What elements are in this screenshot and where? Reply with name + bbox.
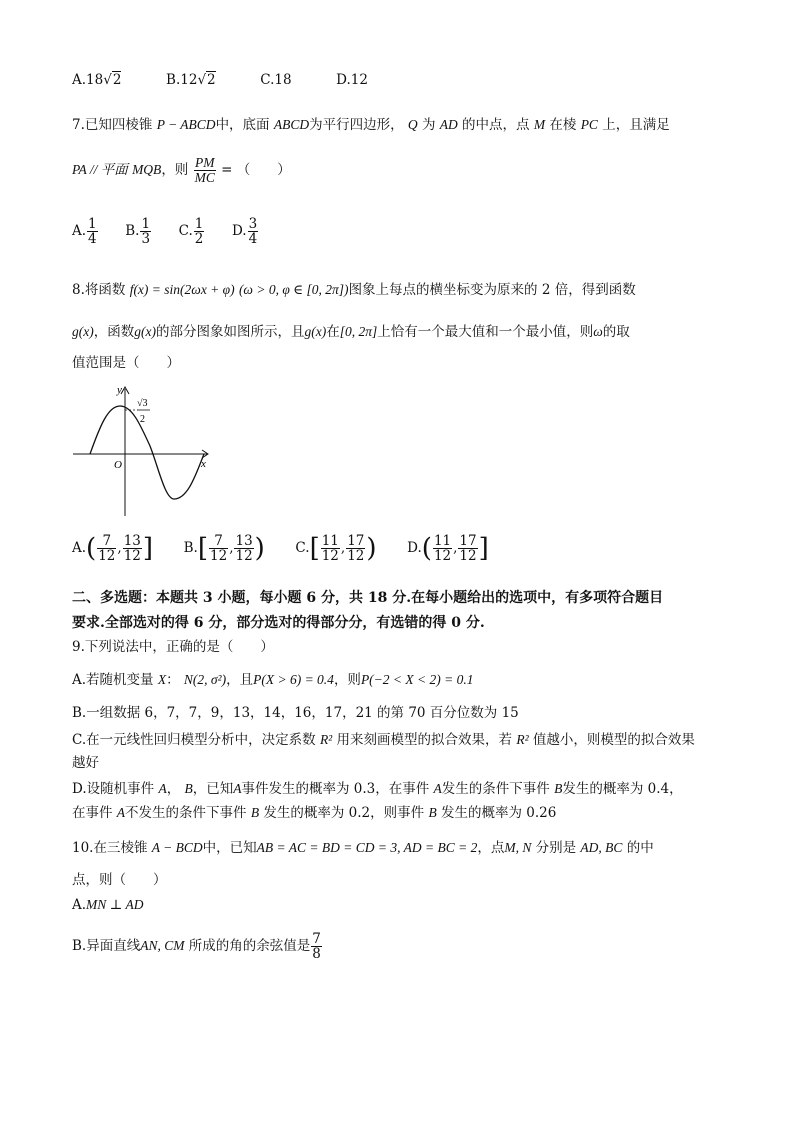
q7-option-fraction	[87, 217, 98, 246]
q7-option-fraction	[248, 217, 259, 246]
q8-math: f(x) = sin(2ωx + φ)	[129, 282, 235, 297]
q8-option-frac1	[321, 534, 340, 563]
q8-num: 17	[459, 533, 477, 549]
q7-option-den: 4	[248, 231, 258, 248]
q8-option-label: D.	[407, 540, 422, 557]
q8-text: 的取	[602, 324, 630, 340]
q7-option-b	[125, 217, 152, 246]
q10-math: MN ⊥ AD	[86, 897, 144, 912]
q8-den: 12	[433, 548, 452, 565]
q8-text: 上恰有一个最大值和一个最小值，则	[377, 324, 594, 340]
q8-den: 12	[235, 548, 253, 565]
q9-math: N(2, σ²)	[183, 672, 227, 687]
q8-option-frac2	[123, 534, 142, 563]
q9-text: 值越小，则模型的拟合效果	[532, 732, 695, 748]
q6-option-d: D.12	[336, 72, 368, 88]
q7-line1	[72, 118, 670, 133]
q7-math: MQB	[132, 162, 162, 178]
q10-math: A − BCD	[151, 840, 203, 855]
q9-stem: 9.下列说法中，正确的是（ ）	[72, 639, 274, 655]
q7-math: ABCD	[273, 117, 310, 132]
q8-den: 12	[123, 548, 141, 565]
q9-option-d-line2	[72, 806, 556, 821]
q8-option-frac1	[97, 534, 116, 563]
q7-math: PA // 平面	[72, 162, 128, 178]
q8-option-d: D.( $\frac{11}{12}$ , $\frac{17}{12}$ ]	[407, 533, 489, 565]
q9-text: A.若随机变量	[72, 672, 154, 688]
q8-option-frac1	[433, 534, 452, 563]
q7-text: 为平行四边形，	[309, 117, 404, 133]
q8-option-label: C.	[295, 540, 310, 557]
q8-math: g(x)	[134, 324, 156, 339]
q8-option-frac2	[234, 534, 253, 563]
sqrt-icon: √	[197, 72, 207, 88]
q9-math: B	[554, 781, 563, 796]
q8-num: 11	[433, 533, 452, 549]
q9-text: C.在一元线性回归模型分析中，决定系数	[72, 732, 316, 748]
q7-option-fraction	[194, 217, 205, 246]
q7-option-a	[72, 217, 99, 246]
q10-line1	[72, 841, 654, 856]
q8-option-bracket-right: )	[366, 533, 377, 564]
q8-text: 的部分图象如图所示，且	[155, 324, 305, 340]
q9-option-c	[72, 733, 695, 748]
q9-option-a	[72, 673, 474, 688]
q8-den: 12	[321, 548, 339, 565]
q10-text: ，点	[477, 840, 505, 856]
q9-math: B	[184, 781, 193, 796]
q8-text: 8.将函数	[72, 282, 126, 298]
q9-math: A	[158, 781, 167, 796]
q7-option-fraction	[140, 217, 151, 246]
q10-text: 的中	[626, 840, 654, 856]
q9-text: 发生的概率为 0.26	[441, 805, 557, 821]
q9-math: R²	[516, 732, 529, 747]
q8-num: 7	[97, 534, 116, 549]
q9-text: 事件发生的概率为 0.3，在事件	[241, 781, 430, 797]
q7-option-den: 2	[194, 231, 204, 248]
q10-text: 所成的角的余弦值是	[188, 938, 311, 955]
q6-options-row	[72, 74, 368, 88]
q8-option-frac2	[458, 534, 477, 563]
q8-option-a: A.( $\frac{7}{12}$ , $\frac{13}{12}$ ]	[72, 533, 154, 565]
q8-den: 12	[210, 548, 228, 565]
q8-math: g(x)	[72, 324, 94, 339]
q6-option-c: C.18	[260, 72, 292, 88]
q9-text: ，	[166, 781, 181, 797]
origin-label: O	[114, 459, 122, 471]
q9-text: 用来刻画模型的拟合效果，若	[336, 732, 513, 748]
q8-line2	[72, 325, 630, 340]
q8-num: 13	[123, 533, 141, 549]
q8-line3: 值范围是（ ）	[72, 355, 180, 371]
q10-option-b-fraction	[311, 932, 322, 961]
x-axis-label: x	[201, 458, 206, 470]
q7-text: 中，底面	[215, 117, 270, 133]
q7-fraction	[194, 156, 216, 185]
q8-num: 13	[235, 533, 253, 549]
q6-option-a-radicand: 2	[112, 72, 122, 88]
q8-line1	[72, 283, 636, 298]
q7-option-den: 4	[88, 231, 97, 248]
q9-text: ，已知	[192, 781, 234, 797]
q8-option-label: A.	[72, 540, 87, 557]
q9-math: A	[233, 781, 242, 796]
q8-option-bracket-left: (	[86, 533, 97, 564]
q7-options-row	[72, 217, 259, 246]
sqrt-icon: √	[103, 72, 112, 88]
q8-text: 在	[326, 324, 340, 340]
q7-option-label: B.	[125, 223, 140, 240]
q8-den: 12	[98, 548, 116, 565]
q10-math: AB = AC = BD = CD = 3, AD = BC = 2	[256, 840, 478, 855]
q8-option-bracket-left: (	[421, 533, 432, 564]
q8-num: 11	[321, 533, 339, 549]
q9-math: X	[157, 672, 167, 687]
q7-option-num: 1	[141, 216, 151, 232]
q10-math: AD, BC	[580, 840, 623, 855]
q6-option-b	[166, 71, 220, 88]
q10-text: A.	[72, 897, 87, 913]
q8-math: (ω > 0, φ ∈ [0, 2π])	[238, 282, 349, 297]
q7-text: 在棱	[549, 117, 577, 133]
q8-option-c: C.[ $\frac{11}{12}$ , $\frac{17}{12}$ )	[295, 533, 377, 565]
q7-text: = （ ）	[221, 162, 291, 179]
q9-option-d	[72, 782, 683, 797]
q7-option-den: 3	[141, 231, 151, 248]
q8-text: 图象上每点的横坐标变为原来的 2 倍，得到函数	[348, 282, 636, 298]
q10-math: M, N	[504, 840, 532, 855]
q7-math: Q	[407, 117, 418, 132]
q6-option-b-label: B.	[166, 72, 181, 88]
q9-math: B	[250, 805, 260, 820]
section2-heading-line1: 二、多选题：本题共 3 小题，每小题 6 分，共 18 分.在每小题给出的选项中，有多项符合题目	[72, 590, 664, 606]
q9-text: 在事件	[72, 805, 113, 821]
q7-text: 的中点，点	[462, 117, 530, 133]
q8-option-label: B.	[183, 540, 198, 557]
q6-option-b-value: 12	[180, 72, 198, 88]
q8-option-bracket-left: [	[309, 533, 320, 564]
q9-text: 不发生的条件下事件	[125, 805, 247, 821]
q8-option-bracket-left: [	[197, 533, 208, 564]
q7-option-label: A.	[72, 223, 87, 240]
q9-text: ，则	[333, 672, 361, 688]
q6-option-b-radicand: 2	[207, 72, 216, 88]
q9-math: A	[433, 781, 442, 796]
q8-options-row	[72, 534, 489, 563]
tick-label-denominator: 2	[140, 414, 145, 425]
q8-text: ，函数	[93, 324, 135, 340]
q9-option-c-line2: 越好	[72, 755, 99, 771]
q8-num: 7	[209, 534, 228, 549]
q7-text: 为	[421, 117, 436, 133]
q10-text: 10.在三棱锥	[72, 840, 148, 856]
y-axis-label: y	[117, 384, 122, 396]
q8-math: g(x)	[304, 324, 327, 339]
q10-math: AN, CM	[140, 938, 185, 954]
q10-den: 8	[312, 946, 321, 963]
q7-option-label: C.	[178, 223, 193, 240]
q10-line2: 点，则（ ）	[72, 872, 167, 888]
q8-option-frac1	[209, 534, 228, 563]
q9-option-b: B.一组数据 6，7，7，9，13，14，16，17，21 的第 70 百分位数为 15	[72, 705, 519, 721]
section2-heading-line2: 要求.全部选对的得 6 分，部分选对的得部分分，有选错的得 0 分.	[72, 615, 485, 631]
q7-option-label: D.	[231, 223, 247, 240]
q7-option-num: 1	[194, 216, 204, 232]
q9-text: 发生的条件下事件	[441, 781, 550, 797]
q7-math: P − ABCD	[156, 117, 216, 132]
q7-line2	[72, 156, 291, 185]
q7-text: 7.已知四棱锥	[72, 117, 153, 133]
q8-sine-graph	[70, 384, 220, 524]
q8-math: ω	[593, 324, 603, 339]
q10-text: 分别是	[535, 840, 577, 856]
tick-label-numerator: √3	[137, 398, 148, 409]
q9-math: P(X > 6) = 0.4	[253, 672, 334, 687]
q10-text: B.异面直线	[72, 938, 141, 955]
q9-text: 发生的概率为 0.2，则事件	[263, 805, 425, 821]
q7-math: AD	[439, 117, 458, 132]
q9-text: D.设随机事件	[72, 781, 155, 797]
q7-text: 上，且满足	[602, 117, 670, 133]
q8-den: 12	[347, 548, 365, 565]
sine-curve	[90, 406, 204, 499]
q10-text: 中，已知	[202, 840, 257, 856]
q8-option-bracket-right: )	[254, 533, 265, 564]
q7-option-c	[179, 217, 206, 246]
q7-option-d	[232, 217, 259, 246]
q8-den: 12	[459, 548, 477, 565]
q8-num: 17	[347, 533, 365, 549]
q9-math: A	[116, 805, 126, 820]
q9-math: R²	[319, 732, 333, 747]
q8-option-b: B.[ $\frac{7}{12}$ , $\frac{13}{12}$ )	[183, 533, 265, 565]
q9-math: P(−2 < X < 2) = 0.1	[360, 672, 474, 687]
q6-option-a	[72, 71, 126, 88]
q8-math: [0, 2π]	[339, 324, 378, 339]
q10-option-a	[72, 898, 144, 913]
q9-text: ，且	[226, 672, 254, 688]
q7-option-num: 1	[88, 216, 97, 232]
q7-fraction-den: MC	[194, 170, 215, 186]
q9-text: 发生的概率为 0.4，	[562, 781, 683, 797]
q6-option-a-label: A.	[72, 72, 87, 88]
q9-text: ：	[166, 672, 180, 688]
q8-option-bracket-right: ]	[142, 533, 154, 564]
q6-option-a-value: 18	[86, 72, 104, 88]
q7-fraction-num: PM	[194, 155, 215, 170]
q8-option-bracket-right: ]	[478, 533, 489, 564]
q8-option-frac2	[346, 534, 365, 563]
q7-text: ，则	[161, 162, 189, 179]
q10-option-b	[72, 932, 323, 961]
q10-num: 7	[312, 931, 321, 947]
q7-math: M	[533, 117, 546, 132]
q7-math: PC	[580, 117, 598, 132]
q7-option-num: 3	[248, 216, 258, 232]
q9-math: B	[428, 805, 437, 820]
